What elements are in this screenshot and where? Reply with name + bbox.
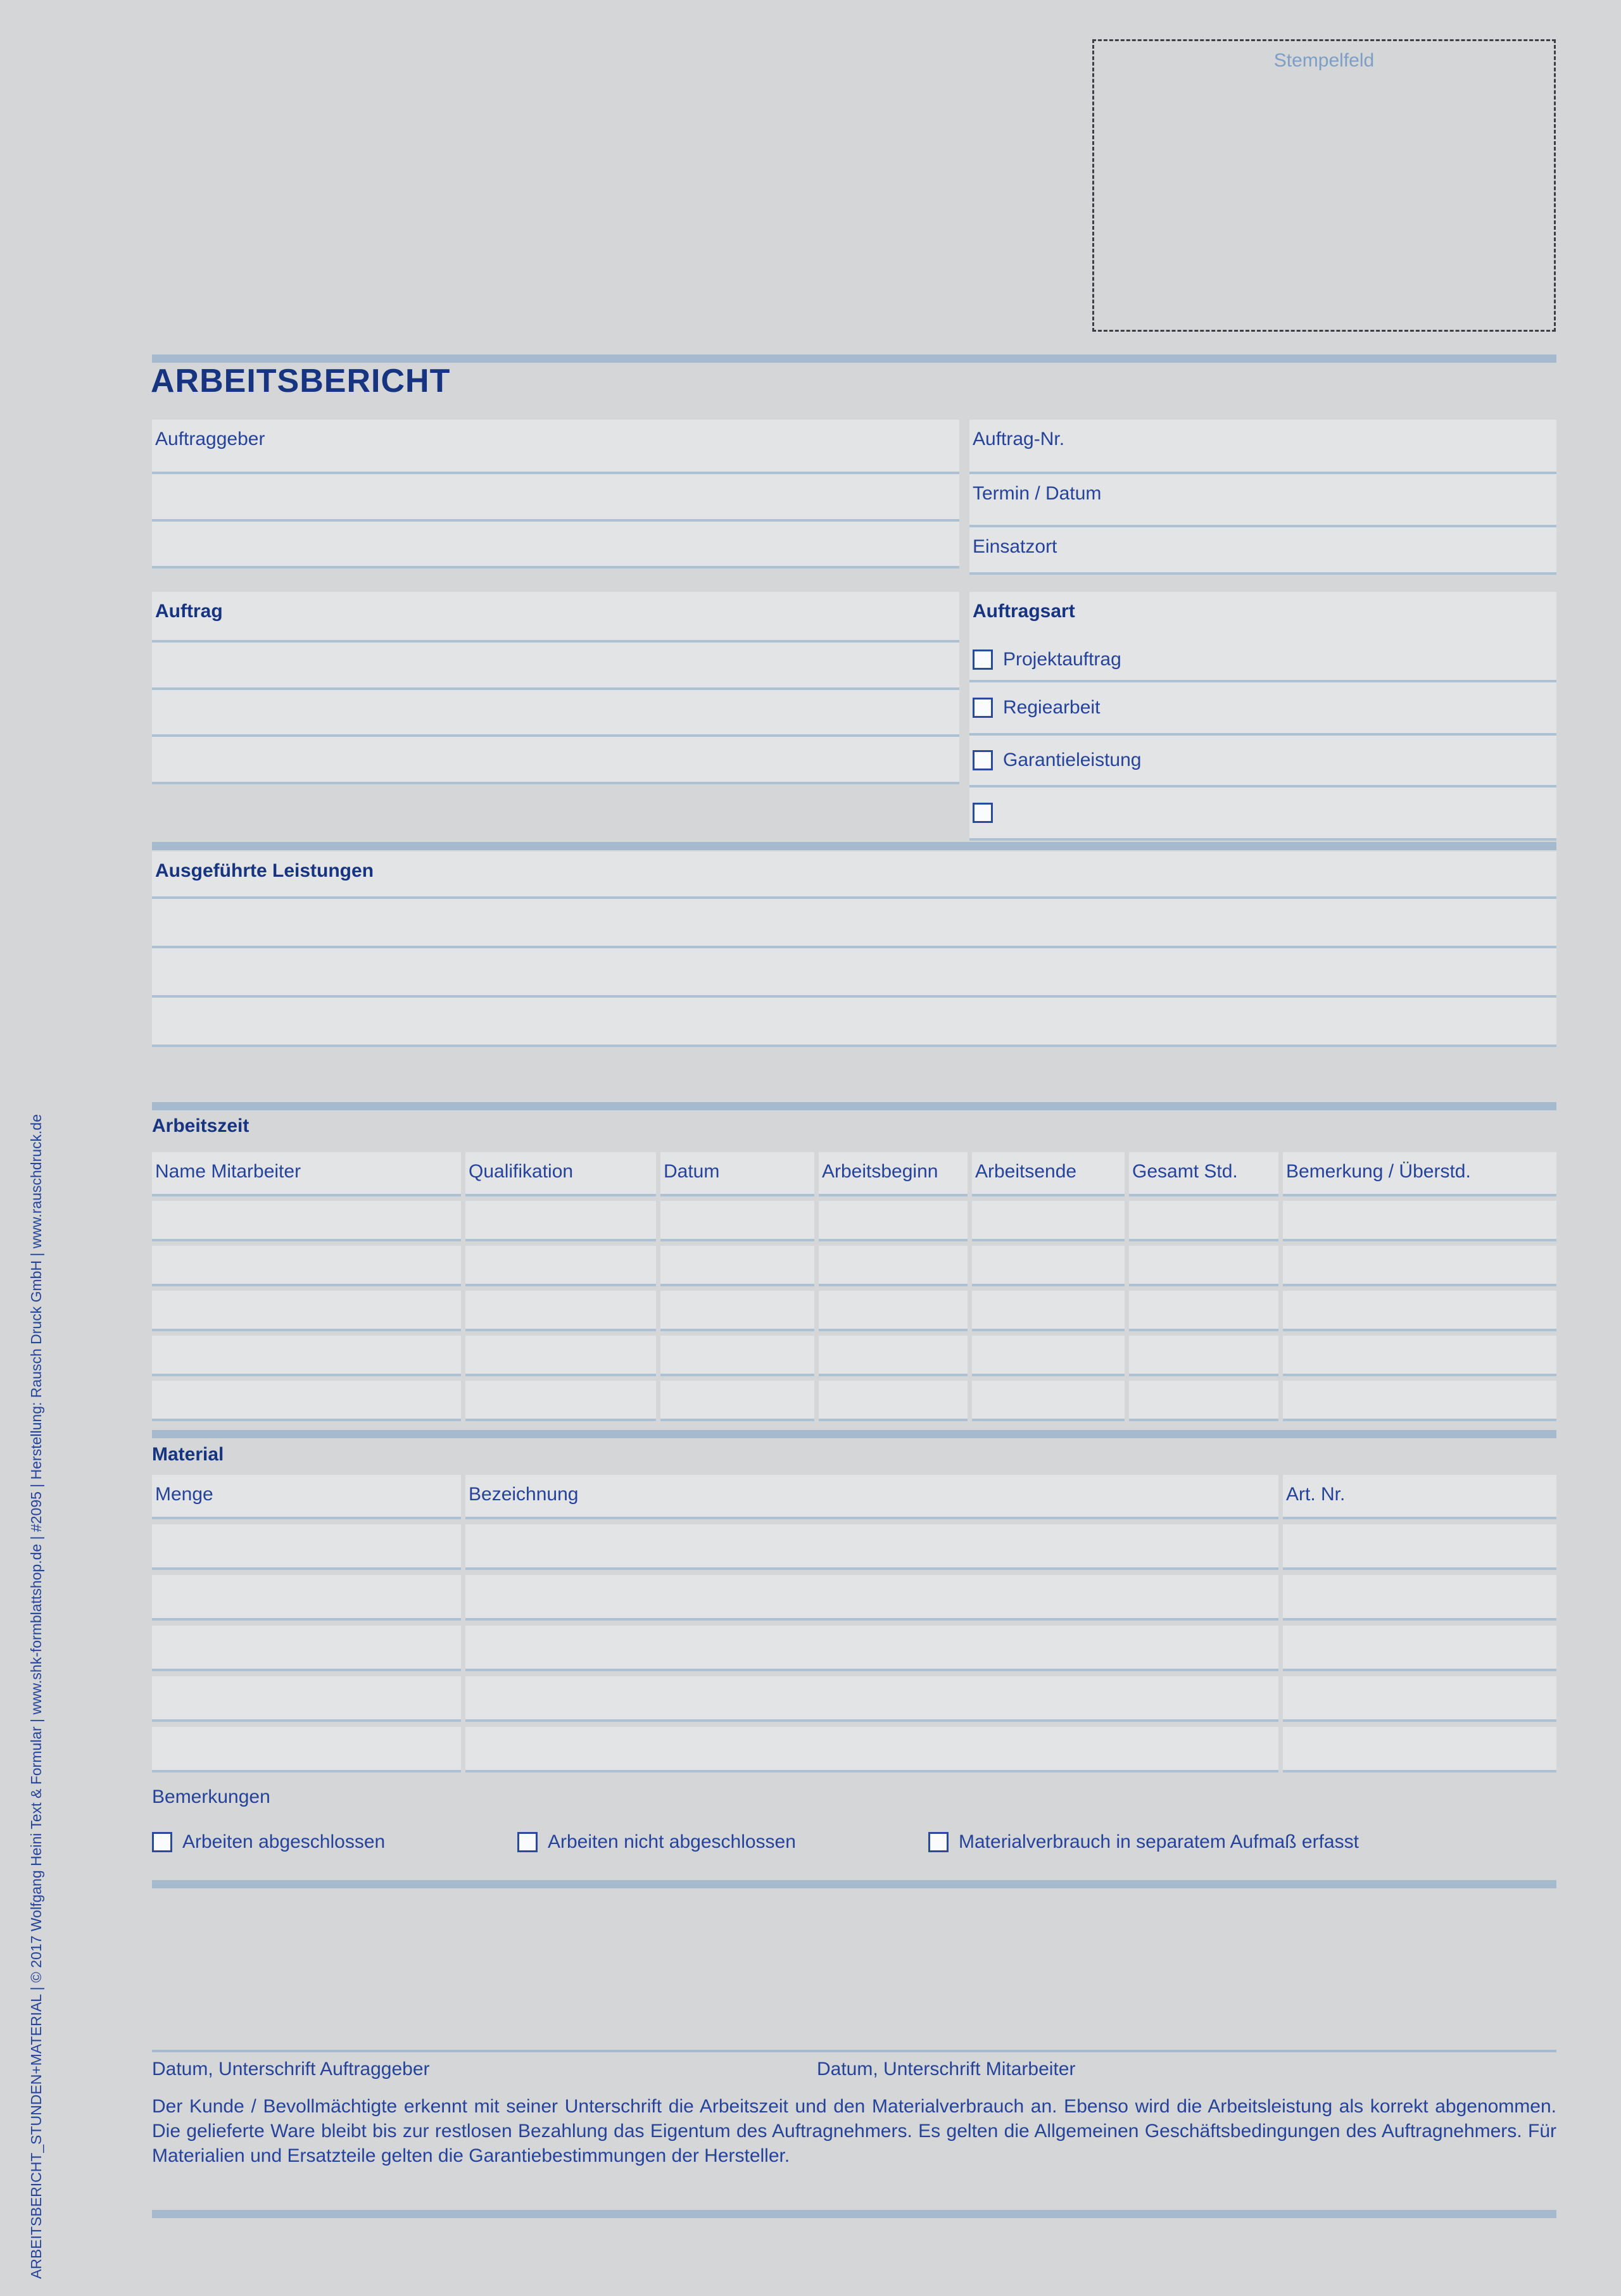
garantieleistung-label: Garantieleistung bbox=[1003, 750, 1142, 770]
arbeitszeit-cell[interactable] bbox=[972, 1201, 1125, 1241]
auftragsart-section bbox=[969, 592, 1556, 841]
signature-auftraggeber-label: Datum, Unterschrift Auftraggeber bbox=[152, 2059, 430, 2080]
arbeitszeit-cell[interactable] bbox=[972, 1336, 1125, 1376]
arbeitszeit-cell[interactable] bbox=[1283, 1201, 1556, 1241]
leistungen-input-line[interactable] bbox=[152, 948, 1556, 998]
arbeitszeit-bar bbox=[152, 1102, 1556, 1110]
termin-datum-input-line[interactable] bbox=[969, 474, 1556, 527]
arbeitszeit-col-header: Gesamt Std. bbox=[1129, 1152, 1278, 1196]
material-cell[interactable] bbox=[152, 1524, 461, 1570]
auftrag-input-line[interactable] bbox=[152, 592, 959, 643]
edition-imprint-vertical: ARBEITSBERICHT_STUNDEN+MATERIAL | © 2017 Wolfgang Heini Text & Formular | www.shk-formblattshop.de | #2095 | Herstellung: Rausch Druck GmbH | www.rauschdruck.de bbox=[28, 1114, 44, 2279]
arbeitszeit-cell[interactable] bbox=[660, 1291, 814, 1331]
stamp-field-label: Stempelfeld bbox=[1273, 50, 1375, 71]
auftragsart-option-row bbox=[969, 639, 1556, 682]
auftragsart-label: Auftragsart bbox=[973, 601, 1075, 622]
signature-mitarbeiter-label: Datum, Unterschrift Mitarbeiter bbox=[817, 2059, 1076, 2080]
arbeitszeit-cell[interactable] bbox=[660, 1201, 814, 1241]
material-cell[interactable] bbox=[1283, 1676, 1556, 1722]
auftrag-input-line[interactable] bbox=[152, 643, 959, 690]
form-title: ARBEITSBERICHT bbox=[151, 363, 451, 399]
regiearbeit-label: Regiearbeit bbox=[1003, 697, 1101, 718]
arbeitszeit-col-header: Bemerkung / Überstd. bbox=[1283, 1152, 1556, 1196]
auftrag-nr-input-line[interactable] bbox=[969, 420, 1556, 474]
material-cell[interactable] bbox=[465, 1626, 1278, 1671]
auftragsart-header-row bbox=[969, 592, 1556, 639]
leistungen-input-line[interactable] bbox=[152, 899, 1556, 948]
leistungen-input-line[interactable] bbox=[152, 998, 1556, 1047]
material-cell[interactable] bbox=[465, 1676, 1278, 1722]
material-cell[interactable] bbox=[1283, 1524, 1556, 1570]
auftraggeber-input-line[interactable] bbox=[152, 474, 959, 522]
checkbox-regiearbeit[interactable] bbox=[973, 698, 993, 718]
arbeitszeit-cell[interactable] bbox=[819, 1336, 968, 1376]
einsatzort-label: Einsatzort bbox=[973, 536, 1057, 557]
bemerkungen-label: Bemerkungen bbox=[152, 1786, 270, 1807]
arbeitszeit-cell[interactable] bbox=[152, 1291, 461, 1331]
auftraggeber-label: Auftraggeber bbox=[155, 429, 265, 449]
arbeitszeit-cell[interactable] bbox=[660, 1336, 814, 1376]
auftraggeber-input-line[interactable] bbox=[152, 522, 959, 568]
material-cell[interactable] bbox=[1283, 1575, 1556, 1621]
checkbox-arbeiten-abgeschlossen[interactable] bbox=[152, 1832, 172, 1852]
checkbox-auftragsart-blank[interactable] bbox=[973, 803, 993, 823]
material-col-header: Art. Nr. bbox=[1283, 1475, 1556, 1519]
auftrag-input-line[interactable] bbox=[152, 690, 959, 737]
arbeitszeit-cell[interactable] bbox=[465, 1201, 656, 1241]
checkbox-projektauftrag[interactable] bbox=[973, 649, 993, 670]
arbeitszeit-cell[interactable] bbox=[660, 1381, 814, 1421]
arbeitszeit-cell[interactable] bbox=[819, 1291, 968, 1331]
arbeitszeit-col-header: Qualifikation bbox=[465, 1152, 656, 1196]
signature-line[interactable] bbox=[152, 2050, 1556, 2052]
arbeitszeit-cell[interactable] bbox=[972, 1381, 1125, 1421]
status-option bbox=[928, 1829, 1359, 1855]
material-cell[interactable] bbox=[465, 1575, 1278, 1621]
material-cell[interactable] bbox=[1283, 1626, 1556, 1671]
arbeitszeit-cell[interactable] bbox=[660, 1246, 814, 1286]
arbeitszeit-col-header: Name Mitarbeiter bbox=[152, 1152, 461, 1196]
status-option bbox=[517, 1829, 796, 1855]
stamp-field-box bbox=[1092, 39, 1556, 332]
arbeitszeit-cell[interactable] bbox=[152, 1336, 461, 1376]
checkbox-arbeiten-nicht-abgeschlossen[interactable] bbox=[517, 1832, 538, 1852]
material-col-header: Bezeichnung bbox=[465, 1475, 1278, 1519]
materialverbrauch-aufmass-label: Materialverbrauch in separatem Aufmaß erfasst bbox=[959, 1831, 1359, 1852]
arbeiten-nicht-abgeschlossen-label: Arbeiten nicht abgeschlossen bbox=[548, 1831, 796, 1852]
projektauftrag-label: Projektauftrag bbox=[1003, 649, 1121, 670]
arbeitszeit-cell[interactable] bbox=[465, 1381, 656, 1421]
auftrag-input-line[interactable] bbox=[152, 737, 959, 784]
leistungen-input-line[interactable] bbox=[152, 851, 1556, 899]
arbeitszeit-col-header: Datum bbox=[660, 1152, 814, 1196]
arbeitszeit-cell[interactable] bbox=[819, 1201, 968, 1241]
arbeitszeit-cell[interactable] bbox=[1283, 1381, 1556, 1421]
leistungen-label: Ausgeführte Leistungen bbox=[155, 860, 374, 881]
arbeitszeit-cell[interactable] bbox=[1129, 1246, 1278, 1286]
order-info-section bbox=[969, 420, 1556, 575]
material-cell[interactable] bbox=[152, 1575, 461, 1621]
arbeitszeit-cell[interactable] bbox=[1129, 1201, 1278, 1241]
arbeitszeit-cell[interactable] bbox=[1283, 1246, 1556, 1286]
leistungen-section bbox=[152, 851, 1556, 1047]
material-col-header: Menge bbox=[152, 1475, 461, 1519]
arbeitszeit-cell[interactable] bbox=[1129, 1381, 1278, 1421]
auftragsart-option-row bbox=[969, 787, 1556, 841]
auftrag-section bbox=[152, 592, 959, 784]
termin-datum-label: Termin / Datum bbox=[973, 483, 1102, 504]
arbeitszeit-cell[interactable] bbox=[1129, 1336, 1278, 1376]
material-cell[interactable] bbox=[152, 1676, 461, 1722]
material-cell[interactable] bbox=[152, 1727, 461, 1772]
arbeitszeit-cell[interactable] bbox=[1283, 1336, 1556, 1376]
bottom-bar bbox=[152, 2210, 1556, 2218]
arbeitszeit-cell[interactable] bbox=[465, 1246, 656, 1286]
material-cell[interactable] bbox=[465, 1524, 1278, 1570]
auftragsart-option-row bbox=[969, 682, 1556, 736]
auftragsart-option-row bbox=[969, 736, 1556, 787]
arbeitszeit-label: Arbeitszeit bbox=[152, 1115, 249, 1136]
arbeitszeit-cell[interactable] bbox=[972, 1246, 1125, 1286]
arbeitszeit-col-header: Arbeitsbeginn bbox=[819, 1152, 968, 1196]
auftrag-nr-label: Auftrag-Nr. bbox=[973, 429, 1065, 449]
status-option bbox=[152, 1829, 385, 1855]
arbeitszeit-cell[interactable] bbox=[1129, 1291, 1278, 1331]
material-cell[interactable] bbox=[152, 1626, 461, 1671]
einsatzort-input-line[interactable] bbox=[969, 527, 1556, 575]
arbeitszeit-cell[interactable] bbox=[972, 1291, 1125, 1331]
arbeitszeit-col-header: Arbeitsende bbox=[972, 1152, 1125, 1196]
auftraggeber-section bbox=[152, 420, 959, 568]
material-cell[interactable] bbox=[1283, 1727, 1556, 1772]
material-cell[interactable] bbox=[465, 1727, 1278, 1772]
arbeitszeit-cell[interactable] bbox=[465, 1291, 656, 1331]
arbeitszeit-cell[interactable] bbox=[152, 1381, 461, 1421]
checkbox-materialverbrauch-aufmass[interactable] bbox=[928, 1832, 949, 1852]
material-label: Material bbox=[152, 1444, 224, 1465]
signature-area-bar bbox=[152, 1880, 1556, 1888]
material-table bbox=[152, 1475, 1556, 1772]
arbeiten-abgeschlossen-label: Arbeiten abgeschlossen bbox=[182, 1831, 386, 1852]
auftrag-label: Auftrag bbox=[155, 601, 223, 622]
arbeitszeit-table bbox=[152, 1152, 1556, 1421]
arbeitszeit-cell[interactable] bbox=[819, 1246, 968, 1286]
auftraggeber-input-line[interactable] bbox=[152, 420, 959, 474]
legal-terms-text: Der Kunde / Bevollmächtigte erkennt mit seiner Unterschrift die Arbeitszeit und den Materialverbrauch an. Ebenso wird die Arbeitsleistung als korrekt abgenommen. Die gelieferte Ware bleibt bis zur restlosen Bezahlung das Eigentum des Auftragnehmers. Es gelten die Allgemeinen Geschäftsbedingungen des Auftragnehmers. Für Materialien und Ersatzteile gelten die Garantiebestimmungen der Hersteller. bbox=[152, 2096, 1556, 2166]
leistungen-bar bbox=[152, 842, 1556, 850]
arbeitszeit-cell[interactable] bbox=[152, 1246, 461, 1286]
checkbox-garantieleistung[interactable] bbox=[973, 750, 993, 770]
material-bar bbox=[152, 1430, 1556, 1438]
arbeitszeit-cell[interactable] bbox=[465, 1336, 656, 1376]
arbeitszeit-cell[interactable] bbox=[819, 1381, 968, 1421]
arbeitszeit-cell[interactable] bbox=[1283, 1291, 1556, 1331]
arbeitszeit-cell[interactable] bbox=[152, 1201, 461, 1241]
